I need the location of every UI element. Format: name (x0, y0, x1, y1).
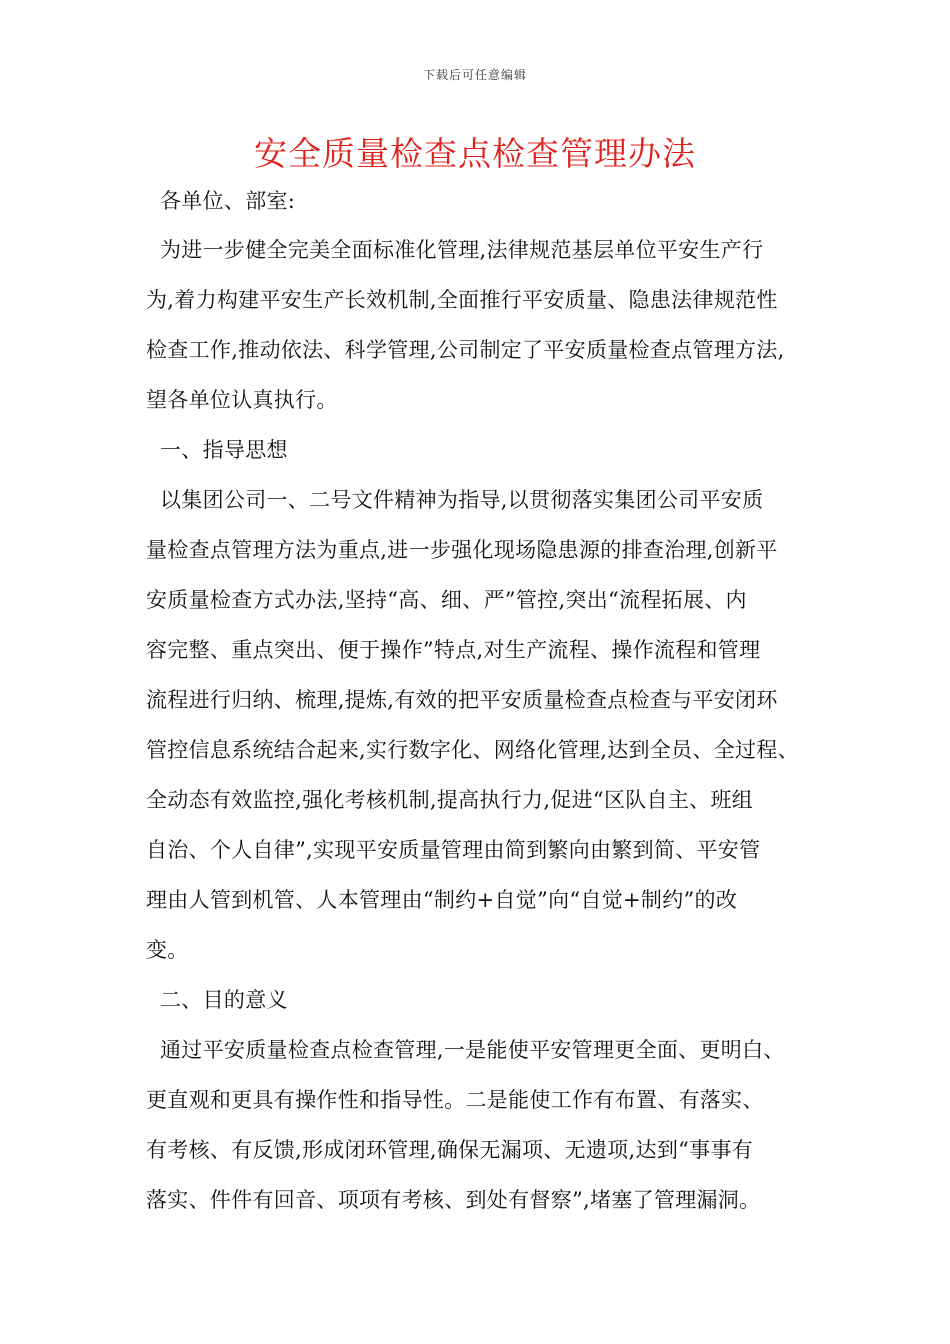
paragraph-line: 容完整、重点突出、便于操作”特点,对生产流程、操作流程和管理 (146, 638, 761, 662)
paragraph-line: 管控信息系统结合起来,实行数字化、网络化管理,达到全员、全过程、 (146, 738, 799, 762)
paragraph-line: 有考核、有反馈,形成闭环管理,确保无漏项、无遗项,达到“事事有 (146, 1138, 754, 1162)
paragraph-line: 为,着力构建平安生产长效机制,全面推行平安质量、隐患法律规范性 (146, 288, 778, 312)
paragraph-line: 理由人管到机管、人本管理由“制约+自觉”向“自觉+制约”的改 (146, 888, 738, 912)
paragraph-line: 更直观和更具有操作性和指导性。二是能使工作有布置、有落实、 (146, 1088, 764, 1112)
header-note: 下载后可任意编辑 (422, 68, 527, 82)
paragraph-line: 自治、个人自律”,实现平安质量管理由简到繁向由繁到简、平安管 (146, 838, 761, 862)
paragraph-line: 安质量检查方式办法,坚持“高、细、严”管控,突出“流程拓展、内 (146, 588, 747, 612)
salutation: 各单位、部室: (160, 189, 296, 213)
paragraph-line: 以集团公司一、二号文件精神为指导,以贯彻落实集团公司平安质 (160, 488, 764, 512)
paragraph-line: 检查工作,推动依法、科学管理,公司制定了平安质量检查点管理方法, (146, 338, 785, 362)
paragraph-line: 量检查点管理方法为重点,进一步强化现场隐患源的排查治理,创新平 (146, 538, 778, 562)
paragraph-line: 落实、件件有回音、项项有考核、到处有督察”,堵塞了管理漏洞。 (146, 1188, 761, 1212)
paragraph-line: 流程进行归纳、梳理,提炼,有效的把平安质量检查点检查与平安闭环 (146, 688, 778, 712)
paragraph-line: 望各单位认真执行。 (146, 388, 338, 412)
paragraph-line: 为进一步健全完美全面标准化管理,法律规范基层单位平安生产行 (160, 238, 764, 262)
section-heading: 一、指导思想 (160, 438, 288, 462)
document-title: 安全质量检查点检查管理办法 (254, 134, 696, 173)
paragraph-line: 通过平安质量检查点检查管理,一是能使平安管理更全面、更明白、 (160, 1038, 785, 1062)
paragraph-line: 全动态有效监控,强化考核机制,提高执行力,促进“区队自主、班组 (146, 788, 754, 812)
section-heading: 二、目的意义 (160, 988, 288, 1012)
paragraph-line: 变。 (146, 938, 189, 962)
